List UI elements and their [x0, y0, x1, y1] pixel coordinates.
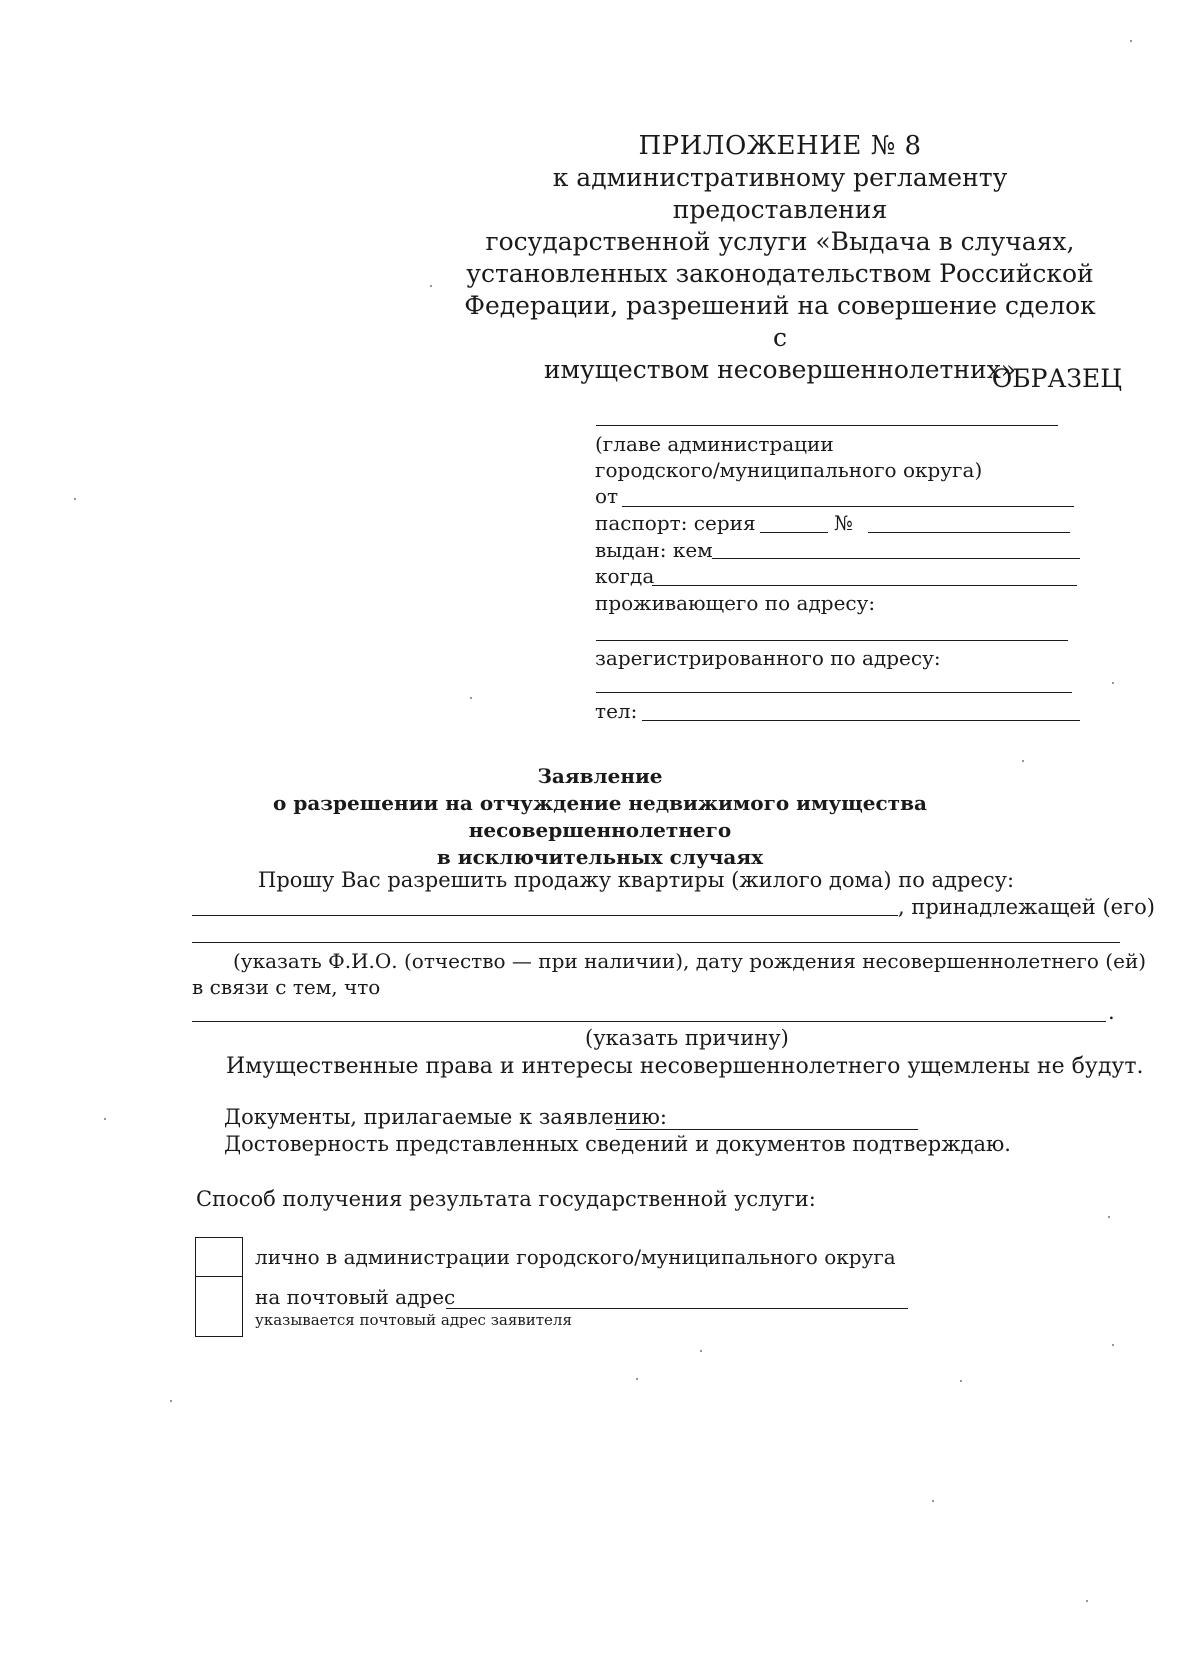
reason-hint: (указать причину)	[585, 1026, 789, 1050]
when-field[interactable]	[652, 585, 1077, 586]
scan-speck	[636, 1378, 638, 1380]
addressee-head-line2: городского/муниципального округа)	[595, 458, 983, 482]
from-field[interactable]	[622, 506, 1074, 507]
scan-speck	[104, 1118, 106, 1120]
passport-number-field[interactable]	[868, 532, 1070, 533]
appendix-header	[460, 130, 1100, 386]
from-label: от	[595, 484, 619, 508]
passport-number-label: №	[834, 511, 853, 535]
minor-hint: (указать Ф.И.О. (отчество — при наличии), дату рождения несовершеннолетнего (ей)	[233, 949, 1147, 973]
scan-speck	[170, 1400, 172, 1402]
statement-subtitle: в исключительных случаях	[436, 845, 764, 869]
scan-speck	[1112, 1344, 1114, 1346]
scan-speck	[1022, 760, 1024, 762]
residing-label: проживающего по адресу:	[595, 591, 876, 615]
belonging-suffix: , принадлежащей (его)	[898, 895, 1155, 919]
statement-title-block	[150, 763, 1050, 871]
minor-details-field[interactable]	[192, 942, 1120, 943]
phone-label: тел:	[595, 699, 638, 723]
issued-by-field[interactable]	[712, 558, 1080, 559]
property-address-field[interactable]	[192, 915, 898, 916]
residing-address-field[interactable]	[596, 640, 1068, 641]
request-line: Прошу Вас разрешить продажу квартиры (жилого дома) по адресу:	[258, 868, 1015, 892]
addressee-name-line[interactable]	[596, 425, 1058, 426]
scan-speck	[1112, 682, 1114, 684]
registered-label: зарегистрированного по адресу:	[595, 646, 941, 670]
appendix-line: имуществом несовершеннолетних»	[543, 355, 1017, 384]
scan-speck	[430, 285, 432, 287]
phone-field[interactable]	[642, 720, 1080, 721]
postal-address-hint: указывается почтовый адрес заявителя	[255, 1311, 572, 1329]
addressee-head-line1: (главе администрации	[595, 432, 834, 456]
appendix-title: ПРИЛОЖЕНИЕ № 8	[638, 131, 922, 161]
documents-field[interactable]	[616, 1129, 918, 1130]
delivery-heading: Способ получения результата государственной услуги:	[196, 1187, 816, 1211]
delivery-option-label: на почтовый адрес	[255, 1285, 456, 1309]
delivery-in-person-checkbox[interactable]	[195, 1237, 243, 1278]
appendix-line: к административному регламенту предоставления	[552, 163, 1008, 224]
when-label: когда	[595, 564, 655, 588]
reason-end: .	[1108, 1000, 1115, 1024]
scan-speck	[470, 697, 472, 699]
scan-speck	[960, 1380, 962, 1382]
scan-speck	[74, 498, 76, 500]
documents-label: Документы, прилагаемые к заявлению:	[224, 1105, 667, 1129]
appendix-line: Федерации, разрешений на совершение сделок с	[464, 291, 1096, 352]
rights-line: Имущественные права и интересы несовершеннолетнего ущемлены не будут.	[226, 1054, 1144, 1079]
statement-subtitle: о разрешении на отчуждение недвижимого имущества несовершеннолетнего	[273, 791, 927, 842]
scan-speck	[700, 1350, 702, 1352]
appendix-line: установленных законодательством Российской	[466, 259, 1094, 288]
reason-field[interactable]	[192, 1021, 1106, 1022]
passport-series-field[interactable]	[760, 532, 828, 533]
delivery-option-label: лично в администрации городского/муниципального округа	[255, 1245, 896, 1269]
scan-speck	[932, 1500, 934, 1502]
scan-speck	[1086, 1600, 1088, 1602]
scan-speck	[1130, 40, 1132, 42]
scan-speck	[1108, 1216, 1110, 1218]
postal-address-field[interactable]	[446, 1308, 908, 1309]
issued-by-label: выдан: кем	[595, 538, 713, 562]
confirm-line: Достоверность представленных сведений и документов подтверждаю.	[224, 1132, 1011, 1156]
passport-series-label: паспорт: серия	[595, 511, 756, 535]
reason-lead: в связи с тем, что	[192, 975, 381, 999]
appendix-line: государственной услуги «Выдача в случаях,	[485, 227, 1075, 256]
delivery-postal-checkbox[interactable]	[195, 1276, 243, 1337]
statement-title: Заявление	[537, 764, 663, 788]
sample-label: ОБРАЗЕЦ	[991, 364, 1122, 393]
registered-address-field[interactable]	[596, 692, 1072, 693]
